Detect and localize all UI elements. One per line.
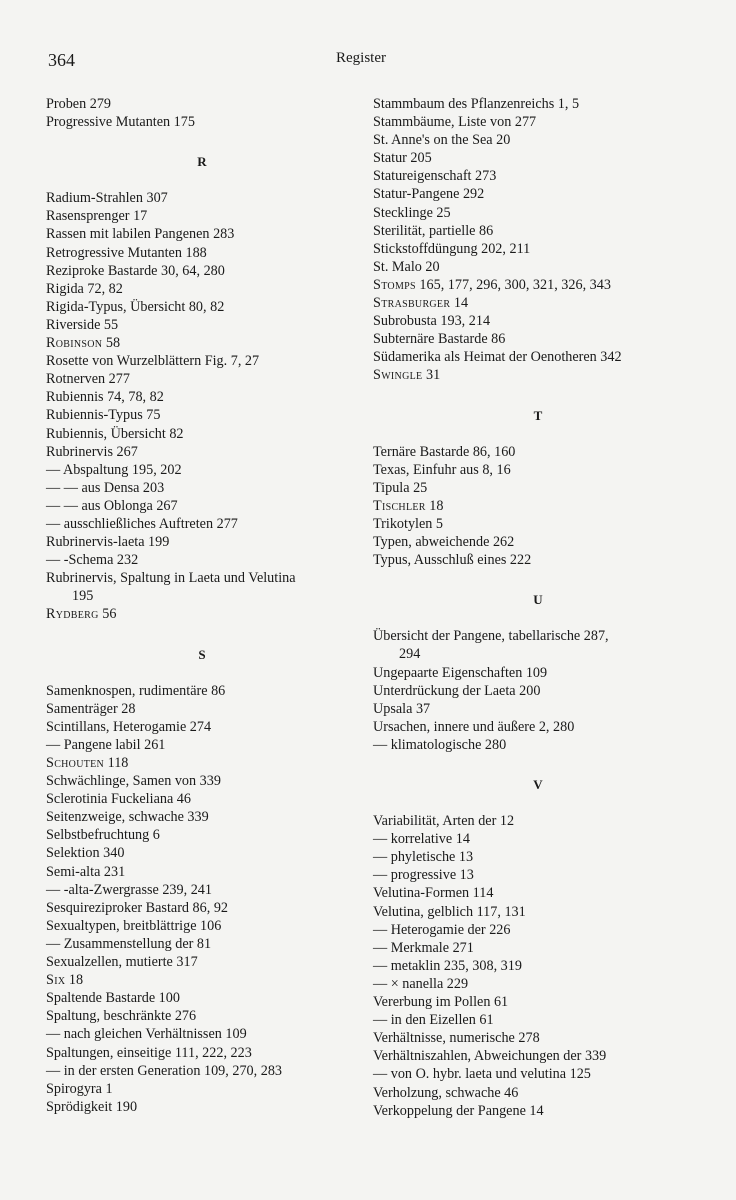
index-entry: — phyletische 13 — [373, 849, 474, 866]
index-entry: Selbstbefruchtung 6 — [46, 827, 160, 844]
author-name: Rydberg — [46, 606, 99, 623]
section-letter-t: T — [533, 407, 543, 423]
index-entry: — Zusammenstellung der 81 — [46, 935, 212, 952]
index-entry: Seitenzweige, schwache 339 — [46, 809, 209, 826]
index-entry: Ternäre Bastarde 86, 160 — [373, 443, 516, 460]
index-entry: Proben 279 — [46, 96, 112, 112]
index-entry: 195 — [72, 588, 94, 605]
index-entry: Upsala 37 — [373, 700, 431, 717]
index-entry: Rasensprenger 17 — [46, 208, 148, 225]
index-entry: Spaltung, beschränkte 276 — [46, 1008, 197, 1025]
index-entry: Semi-alta 231 — [46, 863, 126, 880]
index-entry: Rigida 72, 82 — [46, 280, 123, 297]
index-entry: Scintillans, Heterogamie 274 — [46, 718, 212, 735]
index-entry: — Merkmale 271 — [373, 939, 474, 956]
index-entry: Sexualzellen, mutierte 317 — [46, 954, 198, 971]
index-entry: Rigida-Typus, Übersicht 80, 82 — [46, 298, 225, 315]
index-entry: — ausschließliches Auftreten 277 — [46, 515, 238, 532]
index-entry: Rydberg 56 — [46, 606, 117, 623]
index-entry: Velutina, gelblich 117, 131 — [373, 903, 526, 920]
index-entry: Stomps 165, 177, 296, 300, 321, 326, 343 — [373, 276, 611, 293]
index-entry: Spaltungen, einseitige 111, 222, 223 — [46, 1044, 252, 1061]
index-entry: Rubrinervis 267 — [46, 443, 138, 460]
index-entry: Reziproke Bastarde 30, 64, 280 — [46, 262, 225, 279]
index-entry: — klimatologische 280 — [373, 736, 507, 753]
index-entry: — progressive 13 — [373, 867, 474, 884]
index-entry: Robinson 58 — [46, 335, 121, 352]
index-group-v — [373, 812, 703, 1120]
index-entry: Radium-Strahlen 307 — [46, 190, 168, 207]
index-entry: Spirogyra 1 — [46, 1080, 113, 1097]
index-entry: Selektion 340 — [46, 845, 125, 862]
index-entry: Schwächlinge, Samen von 339 — [46, 773, 221, 790]
section-letter-s: S — [198, 646, 206, 662]
index-entry: — -Schema 232 — [46, 552, 139, 569]
index-group-t — [373, 443, 703, 570]
running-title: Register — [336, 50, 386, 66]
index-entry: St. Anne's on the Sea 20 — [373, 132, 511, 149]
index-entry: Spaltende Bastarde 100 — [46, 990, 180, 1007]
index-entry: Stecklinge 25 — [373, 204, 451, 221]
index-entry: — in den Eizellen 61 — [373, 1012, 494, 1029]
left-column — [46, 95, 358, 1116]
index-entry: — × nanella 229 — [373, 975, 469, 992]
index-entry: — metaklin 235, 308, 319 — [373, 957, 522, 974]
index-entry: Südamerika als Heimat der Oenotheren 342 — [373, 349, 622, 366]
section-letter-v: V — [533, 777, 543, 792]
author-name: Schouten — [46, 755, 105, 771]
index-entry: — Pangene labil 261 — [46, 736, 166, 753]
author-name: Six — [46, 972, 66, 989]
index-entry: Stammbaum des Pflanzenreichs 1, 5 — [373, 96, 580, 112]
index-entry: Verhältniszahlen, Abweichungen der 339 — [373, 1048, 607, 1065]
index-group-s — [46, 682, 358, 1116]
index-entry: — — aus Densa 203 — [46, 479, 165, 496]
index-entry: Riverside 55 — [46, 316, 119, 333]
index-entry: — Heterogamie der 226 — [373, 921, 511, 938]
index-entry: Sexualtypen, breitblättrige 106 — [46, 917, 222, 934]
index-entry: Tipula 25 — [373, 479, 428, 496]
index-entry: Texas, Einfuhr aus 8, 16 — [373, 461, 511, 478]
index-entry: Statur-Pangene 292 — [373, 186, 485, 203]
index-entry: Rassen mit labilen Pangenen 283 — [46, 226, 235, 243]
index-entry: Verhältnisse, numerische 278 — [373, 1030, 540, 1047]
index-entry: Statureigenschaft 273 — [373, 168, 497, 185]
index-entry: Rubrinervis, Spaltung in Laeta und Velutina — [46, 570, 296, 587]
index-entry: Subrobusta 193, 214 — [373, 313, 491, 330]
index-entry: Typen, abweichende 262 — [373, 534, 515, 551]
index-entry: Subternäre Bastarde 86 — [373, 331, 506, 348]
index-entry: Verholzung, schwache 46 — [373, 1084, 519, 1101]
page-number: 364 — [48, 50, 75, 70]
index-entry: Velutina-Formen 114 — [373, 885, 494, 902]
author-name: Swingle — [373, 367, 423, 384]
index-entry: Six 18 — [46, 972, 84, 989]
author-name: Tischler — [373, 497, 426, 514]
index-entry: Ungepaarte Eigenschaften 109 — [373, 664, 548, 681]
index-entry: Ursachen, innere und äußere 2, 280 — [373, 718, 575, 735]
index-entry: St. Malo 20 — [373, 258, 440, 275]
index-entry: Stammbäume, Liste von 277 — [373, 114, 537, 131]
index-entry: Swingle 31 — [373, 367, 441, 384]
author-name: Robinson — [46, 335, 103, 352]
index-entry: Progressive Mutanten 175 — [46, 114, 195, 131]
author-name: Strasburger — [373, 295, 451, 312]
index-entry: — -alta-Zwergrasse 239, 241 — [46, 881, 212, 898]
index-entry: Übersicht der Pangene, tabellarische 287, — [373, 628, 609, 645]
index-entry: Rubiennis-Typus 75 — [46, 407, 161, 424]
index-entry: Rotnerven 277 — [46, 371, 130, 388]
section-letter-u: U — [533, 592, 543, 608]
index-entry: Verkoppelung der Pangene 14 — [373, 1102, 544, 1119]
section-letter-r: R — [197, 154, 207, 170]
index-entry: Statur 205 — [373, 150, 432, 167]
right-column — [373, 95, 703, 1120]
index-entry: — korrelative 14 — [373, 831, 470, 848]
index-entry: — in der ersten Generation 109, 270, 283 — [46, 1062, 283, 1079]
index-entry: Rubrinervis-laeta 199 — [46, 534, 170, 551]
index-entry: Samenknospen, rudimentäre 86 — [46, 682, 226, 699]
index-entry: Typus, Ausschluß eines 222 — [373, 552, 532, 569]
index-entry: Rosette von Wurzelblättern Fig. 7, 27 — [46, 353, 260, 370]
index-entry: Rubiennis 74, 78, 82 — [46, 389, 164, 406]
index-entry: Unterdrückung der Laeta 200 — [373, 682, 541, 699]
index-entry: Vererbung im Pollen 61 — [373, 994, 509, 1011]
index-entry: Schouten 118 — [46, 755, 129, 771]
index-entry: Stickstoffdüngung 202, 211 — [373, 240, 531, 257]
index-group-top-left — [46, 95, 358, 131]
index-entry: Sprödigkeit 190 — [46, 1098, 138, 1115]
index-entry: — — aus Oblonga 267 — [46, 497, 178, 514]
index-entry: Trikotylen 5 — [373, 515, 444, 532]
index-entry: — nach gleichen Verhältnissen 109 — [46, 1026, 247, 1043]
index-entry: Rubiennis, Übersicht 82 — [46, 425, 184, 442]
index-entry: 294 — [399, 646, 421, 663]
index-entry: Variabilität, Arten der 12 — [373, 813, 515, 830]
index-entry: Sclerotinia Fuckeliana 46 — [46, 791, 191, 808]
author-name: Stomps — [373, 276, 416, 293]
index-group-u — [373, 627, 703, 754]
index-entry: Tischler 18 — [373, 497, 444, 514]
index-entry: Samenträger 28 — [46, 700, 136, 717]
index-entry: Sterilität, partielle 86 — [373, 222, 494, 239]
index-entry: — von O. hybr. laeta und velutina 125 — [373, 1066, 591, 1083]
index-entry: Sesquireziproker Bastard 86, 92 — [46, 899, 229, 916]
index-group-top-right — [373, 95, 703, 385]
index-entry: — Abspaltung 195, 202 — [46, 461, 182, 478]
index-entry: Retrogressive Mutanten 188 — [46, 244, 207, 261]
index-entry: Strasburger 14 — [373, 295, 469, 312]
index-group-r — [46, 189, 358, 623]
